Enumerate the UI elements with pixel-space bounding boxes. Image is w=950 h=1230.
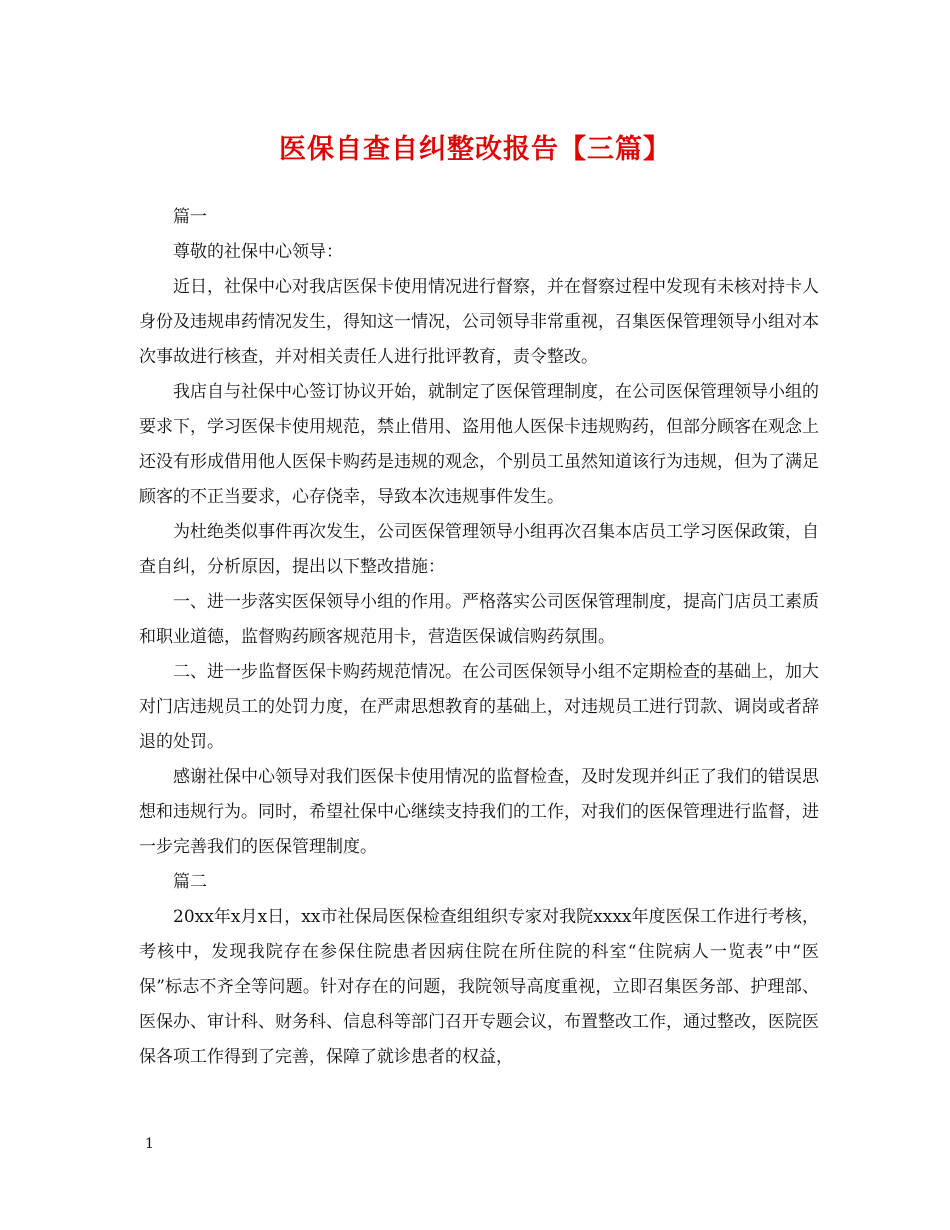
document-title: 医保自查自纠整改报告【三篇】 bbox=[279, 134, 671, 165]
section-heading-1: 篇一 bbox=[173, 207, 207, 227]
body-paragraph: 感谢社保中心领导对我们医保卡使用情况的监督检查，及时发现并纠正了我们的错误思想和违规行为。同时，希望社保中心继续支持我们的工作，对我们的医保管理进行监督，进一步完善我们的医保管理制度。 bbox=[139, 767, 819, 857]
body-paragraph: 为杜绝类似事件再次发生，公司医保管理领导小组再次召集本店员工学习医保政策，自查自纠，分析原因，提出以下整改措施： bbox=[139, 522, 819, 577]
document-body bbox=[139, 200, 819, 1075]
salutation: 尊敬的社保中心领导： bbox=[173, 242, 343, 262]
body-paragraph: 一、进一步落实医保领导小组的作用。严格落实公司医保管理制度，提高门店员工素质和职业道德，监督购药顾客规范用卡，营造医保诚信购药氛围。 bbox=[139, 592, 819, 647]
section-heading-2: 篇二 bbox=[173, 872, 207, 892]
page-number: 1 bbox=[145, 1136, 154, 1152]
body-paragraph: 二、进一步监督医保卡购药规范情况。在公司医保领导小组不定期检查的基础上，加大对门店违规员工的处罚力度，在严肃思想教育的基础上，对违规员工进行罚款、调岗或者辞退的处罚。 bbox=[139, 662, 819, 752]
body-paragraph: 近日，社保中心对我店医保卡使用情况进行督察，并在督察过程中发现有未核对持卡人身份及违规串药情况发生，得知这一情况，公司领导非常重视，召集医保管理领导小组对本次事故进行核查，并对相关责任人进行批评教育，责令整改。 bbox=[139, 277, 819, 367]
body-paragraph: 20xx年x月x日，xx市社保局医保检查组组织专家对我院xxxx年度医保工作进行考核，考核中，发现我院存在参保住院患者因病住院在所住院的科室“住院病人一览表”中“医保”标志不齐全等问题。针对存在的问题，我院领导高度重视，立即召集医务部、护理部、医保办、审计科、财务科、信息科等部门召开专题会议，布置整改工作，通过整改，医院医保各项工作得到了完善，保障了就诊患者的权益， bbox=[139, 907, 819, 1067]
body-paragraph: 我店自与社保中心签订协议开始，就制定了医保管理制度，在公司医保管理领导小组的要求下，学习医保卡使用规范，禁止借用、盗用他人医保卡违规购药，但部分顾客在观念上还没有形成借用他人医保卡购药是违规的观念，个别员工虽然知道该行为违规，但为了满足顾客的不正当要求，心存侥幸，导致本次违规事件发生。 bbox=[139, 382, 819, 507]
